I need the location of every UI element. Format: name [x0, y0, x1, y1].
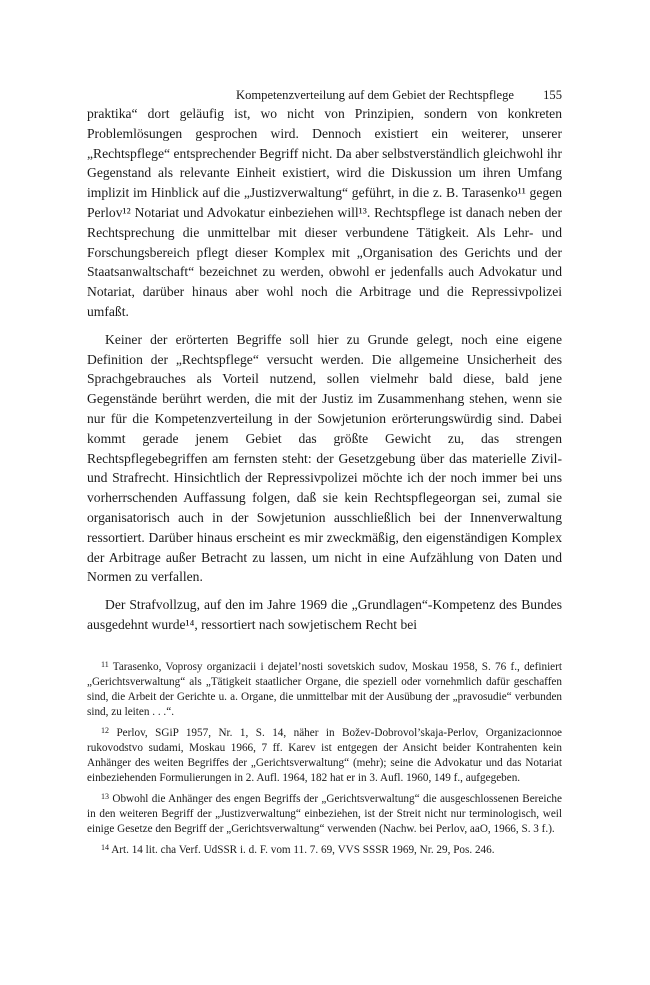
footnote-text: Obwohl die Anhänger des engen Begriffs der „Gerichtsverwaltung“ die ausgeschlossenen Bereiche in den weiteren Begriff der „Justizverwaltung“ einbeziehen, ist der Streit nicht nur terminologisch, weil einige Gesetze den Begriff der „Gerichtsverwaltung“ verwenden (Nachw. bei Perlov, aaO, 1966, S. 3 f.).	[87, 792, 562, 835]
footnote-number: 14	[101, 842, 109, 852]
paragraph-2: Keiner der erörterten Begriffe soll hier zu Grunde gelegt, noch eine eigene Definition der „Rechtspflege“ versucht werden. Die allgemeine Unsicherheit des Sprachgebrauches als Vorteil nutzend, sollen vielmehr bald diese, bald jene Gegenstände berührt werden, die mit der Justiz im Zusammenhang stehen, wenn sie nur für die Kompetenzverteilung in der Sowjetunion erörterungswürdig sind. Dabei kommt gerade jenem Gebiet das größte Gewicht zu, das strengen Rechtspflegebegriffen am fernsten steht: der Gesetzgebung über das materielle Zivil- und Strafrecht. Hinsichtlich der Repressivpolizei möchte ich der noch immer bei uns vorherrschenden Auffassung folgen, daß sie kein Rechtspflegeorgan sei, zumal sie organisatorisch auch in der Sowjetunion ausschließlich bei der Innenverwaltung ressortiert. Darüber hinaus erscheint es mir zweckmäßig, den eigenständigen Komplex der Arbitrage außer Betracht zu lassen, um nicht in eine Aufzählung von Daten und Normen zu verfallen.	[87, 331, 562, 585]
paragraph-3: Der Strafvollzug, auf den im Jahre 1969 die „Grundlagen“-Kompetenz des Bundes ausgedehnt wurde¹⁴, ressortiert nach sowjetischem Recht bei	[87, 597, 562, 632]
footnote	[87, 789, 562, 837]
footnote-text: Art. 14 lit. cha Verf. UdSSR i. d. F. vom 11. 7. 69, VVS SSSR 1969, Nr. 29, Pos. 246.	[111, 843, 495, 856]
footnotes	[87, 657, 562, 858]
running-title: Kompetenzverteilung auf dem Gebiet der Rechtspflege	[235, 88, 514, 102]
footnote-number: 13	[101, 791, 109, 801]
book-page	[87, 82, 562, 861]
footnote	[87, 657, 562, 720]
footnote	[87, 723, 562, 786]
footnote-number: 11	[101, 659, 109, 669]
page-header	[87, 82, 562, 104]
footnote-number: 12	[101, 725, 109, 735]
footnote-text: Tarasenko, Voprosy organizacii i dejatel’nosti sovetskich sudov, Moskau 1958, S. 76 f., definiert „Gerichtsverwaltung“ als „Tätigkeit staatlicher Organe, die speziell oder vornehmlich dafür geschaffen sind, die Arbeit der Gerichte u. a. Organe, die unmittelbar mit der Ausübung der „pravosudie“ verbunden sind, zu leiten . . .“.	[87, 660, 562, 718]
paragraph-1: praktika“ dort geläufig ist, wo nicht von Prinzipien, sondern von konkreten Problemlösungen gesprochen wird. Dennoch existiert ein weiterer, unserer „Rechtspflege“ entsprechender Begriff nicht. Da aber selbstverständlich gleichwohl ihr Gegenstand als relevante Einheit existiert, wird die Diskussion um ihren Umfang implizit im Hinblick auf die „Justizverwaltung“ geführt, in die z. B. Tarasenko¹¹ gegen Perlov¹² Notariat und Advokatur einbeziehen will¹³. Rechtspflege ist danach neben der Rechtsprechung die unmittelbar mit dieser verbundene Tätigkeit. Als Lehr- und Forschungsbereich pflegt dieser Komplex mit „Organisation des Gerichts und der Staatsanwaltschaft“ bezeichnet zu werden, obwohl er jedenfalls auch Advokatur und Notariat, darüber hinaus aber wohl noch die Arbitrage und die Repressivpolizei umfaßt.	[87, 106, 562, 319]
body-text	[87, 104, 562, 635]
footnote-text: Perlov, SGiP 1957, Nr. 1, S. 14, näher in Božev-Dobrovol’skaja-Perlov, Organizacionnoe rukovodstvo sudami, Moskau 1966, 7 ff. Karev ist entgegen der Ansicht beider Kontrahenten kein Anhänger des weiten Begriffes der „Gerichtsverwaltung“ (mehr); seine die Advokatur und das Notariat einbeziehenden Formulierungen in 2. Aufl. 1964, 182 hat er in 3. Aufl. 1960, 149 f., aufgegeben.	[87, 726, 562, 784]
page-number: 155	[543, 88, 562, 102]
footnote	[87, 840, 562, 858]
